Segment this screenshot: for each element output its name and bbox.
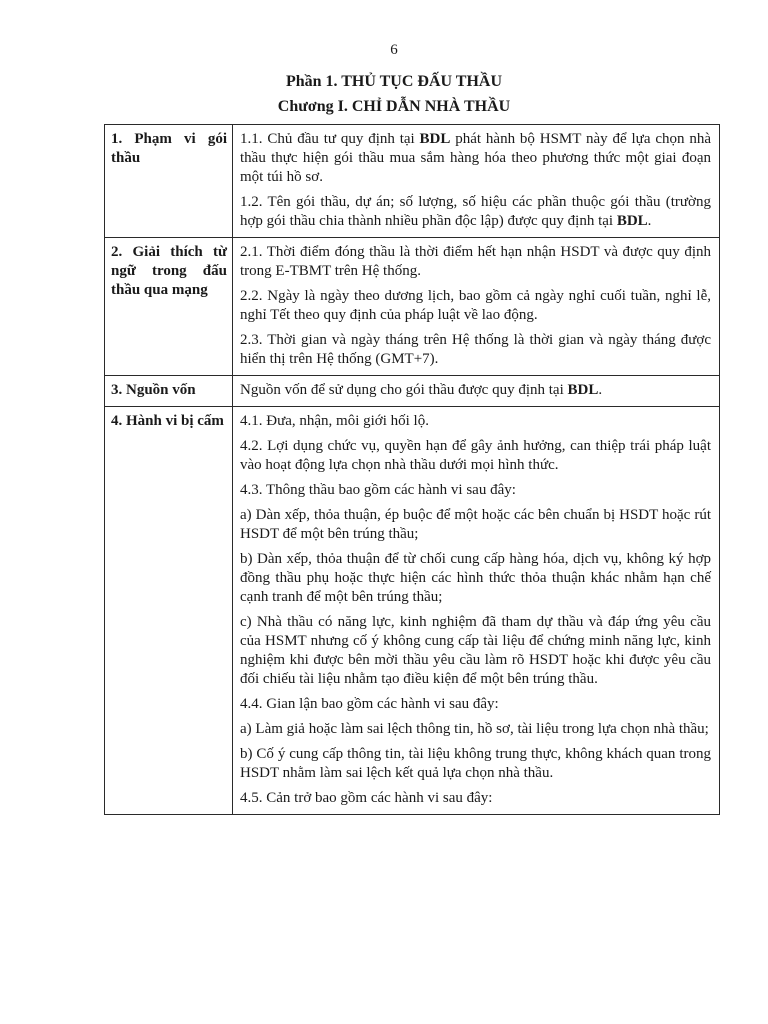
section-paragraph: b) Cố ý cung cấp thông tin, tài liệu không trung thực, không khách quan trong HSDT nhằm làm sai lệch kết quả lựa chọn nhà thầu.: [240, 746, 711, 781]
section-paragraph: Nguồn vốn để sử dụng cho gói thầu được quy định tại BDL.: [240, 382, 603, 398]
section-label: 3. Nguồn vốn: [105, 376, 233, 407]
section-paragraph: a) Làm giả hoặc làm sai lệch thông tin, hồ sơ, tài liệu trong lựa chọn nhà thầu;: [240, 721, 709, 737]
page-number: 6: [390, 42, 398, 58]
section-paragraph: 4.3. Thông thầu bao gồm các hành vi sau đây:: [240, 482, 516, 498]
section-paragraph: c) Nhà thầu có năng lực, kinh nghiệm đã tham dự thầu và đáp ứng yêu cầu của HSMT nhưng cố ý không cung cấp tài liệu để chứng minh năng lực, kinh nghiệm khi được bên mời thầu yêu cầu làm rõ HSDT hoặc khi được yêu cầu đối chiếu tài liệu nhằm tạo điều kiện để một bên trúng thầu.: [240, 614, 711, 687]
section-paragraph: 1.1. Chủ đầu tư quy định tại BDL phát hành bộ HSMT này để lựa chọn nhà thầu thực hiện gói thầu mua sắm hàng hóa theo phương thức một giai đoạn một túi hồ sơ.: [240, 131, 711, 185]
section-label: 4. Hành vi bị cấm: [105, 407, 233, 815]
section-paragraph: 4.2. Lợi dụng chức vụ, quyền hạn để gây ảnh hưởng, can thiệp trái pháp luật vào hoạt động lựa chọn nhà thầu dưới mọi hình thức.: [240, 438, 711, 473]
section-row-2: [105, 238, 720, 376]
section-label: 1. Phạm vi gói thầu: [105, 125, 233, 238]
section-row-3: [105, 376, 720, 407]
section-paragraph: a) Dàn xếp, thỏa thuận, ép buộc để một hoặc các bên chuẩn bị HSDT hoặc rút HSDT để một bên trúng thầu;: [240, 507, 711, 542]
section-paragraph: 1.2. Tên gói thầu, dự án; số lượng, số hiệu các phần thuộc gói thầu (trường hợp gói thầu chia thành nhiều phần độc lập) được quy định tại BDL.: [240, 194, 711, 229]
bold-reference: BDL: [616, 213, 648, 229]
section-content: [233, 125, 720, 238]
section-content: [233, 376, 720, 407]
part-title: Phần 1. THỦ TỤC ĐẤU THẦU: [285, 73, 503, 90]
section-paragraph: 2.3. Thời gian và ngày tháng trên Hệ thống là thời gian và ngày tháng được hiển thị trên Hệ thống (GMT+7).: [240, 332, 711, 367]
section-paragraph: 4.4. Gian lận bao gồm các hành vi sau đây:: [240, 696, 499, 712]
section-row-4: [105, 407, 720, 815]
section-row-1: [105, 125, 720, 238]
section-content: [233, 238, 720, 376]
chapter-title: Chương I. CHỈ DẪN NHÀ THẦU: [277, 98, 511, 115]
section-paragraph: 4.1. Đưa, nhận, môi giới hối lộ.: [240, 413, 429, 429]
section-paragraph: 2.1. Thời điểm đóng thầu là thời điểm hết hạn nhận HSDT và được quy định trong E-TBMT trên Hệ thống.: [240, 244, 711, 279]
instructions-table: [104, 124, 720, 815]
section-paragraph: 4.5. Cản trở bao gồm các hành vi sau đây:: [240, 790, 493, 806]
section-paragraph: b) Dàn xếp, thỏa thuận để từ chối cung cấp hàng hóa, dịch vụ, không ký hợp đồng thầu phụ hoặc thực hiện các hình thức thỏa thuận khác nhằm hạn chế cạnh tranh để một bên trúng thầu;: [240, 551, 711, 605]
section-content: [233, 407, 720, 815]
instructions-table-body: [105, 125, 720, 815]
section-paragraph: 2.2. Ngày là ngày theo dương lịch, bao gồm cả ngày nghỉ cuối tuần, nghỉ lễ, nghỉ Tết theo quy định của pháp luật về lao động.: [240, 288, 711, 323]
bold-reference: BDL: [419, 131, 451, 147]
section-label: 2. Giải thích từ ngữ trong đấu thầu qua mạng: [105, 238, 233, 376]
bold-reference: BDL: [567, 382, 599, 398]
